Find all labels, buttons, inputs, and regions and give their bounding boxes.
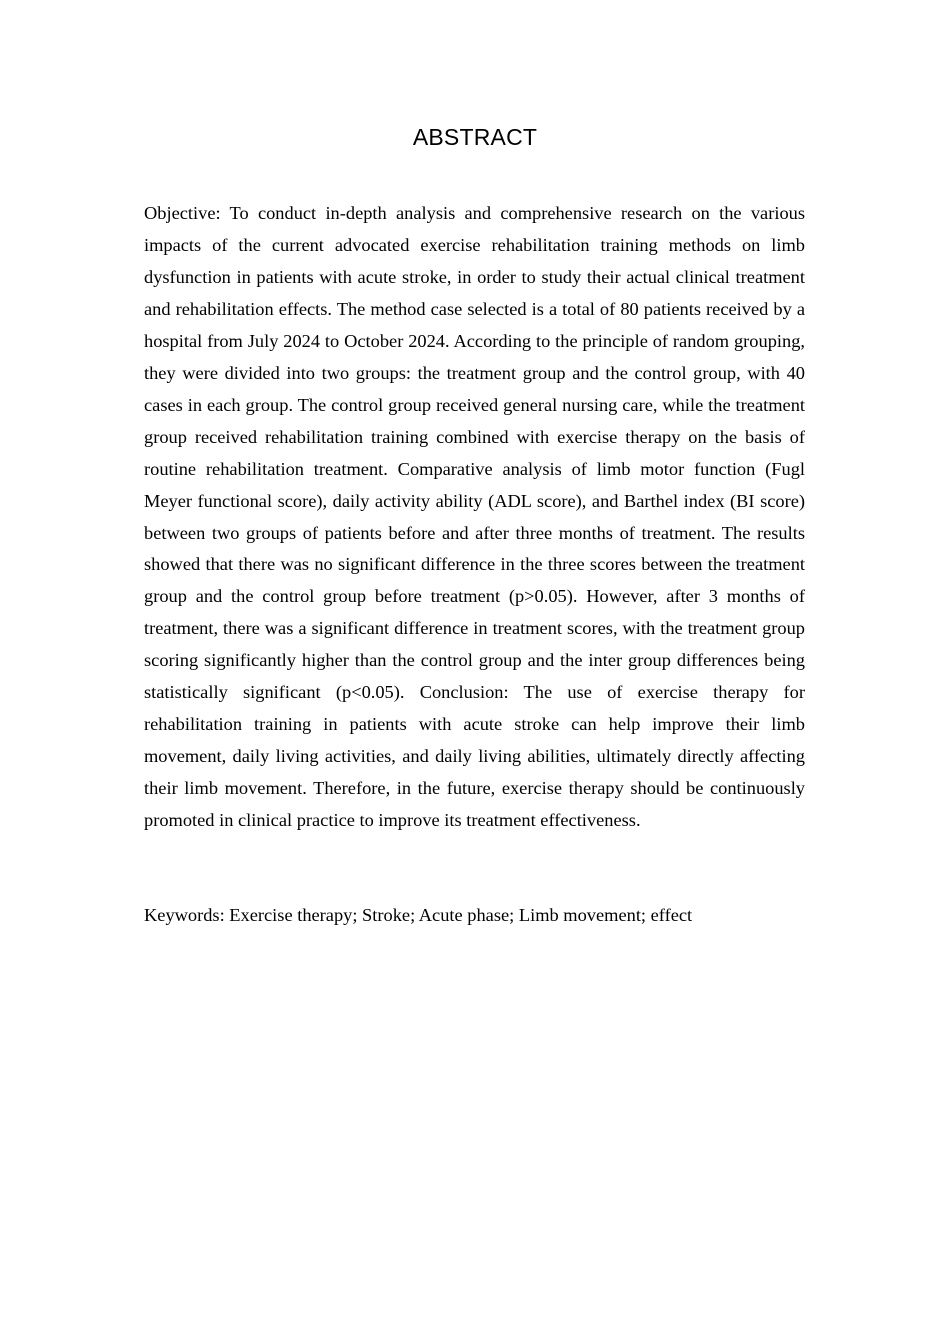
page-title: ABSTRACT	[412, 124, 538, 150]
abstract-paragraph: Objective: To conduct in-depth analysis and comprehensive research on the various impacts of the current advocated exercise rehabilitation training methods on limb dysfunction in patients with acute stroke, in order to study their actual clinical treatment and rehabilitation effects. The method case selected is a total of 80 patients received by a hospital from July 2024 to October 2024. According to the principle of random grouping, they were divided into two groups: the treatment group and the control group, with 40 cases in each group. The control group received general nursing care, while the treatment group received rehabilitation training combined with exercise therapy on the basis of routine rehabilitation treatment. Comparative analysis of limb motor function (Fugl Meyer functional score), daily activity ability (ADL score), and Barthel index (BI score) between two groups of patients before and after three months of treatment. The results showed that there was no significant difference in the three scores between the treatment group and the control group before treatment (p>0.05). However, after 3 months of treatment, there was a significant difference in treatment scores, with the treatment group scoring significantly higher than the control group and the inter group differences being statistically significant (p<0.05). Conclusion: The use of exercise therapy for rehabilitation training in patients with acute stroke can help improve their limb movement, daily living activities, and daily living abilities, ultimately directly affecting their limb movement. Therefore, in the future, exercise therapy should be continuously promoted in clinical practice to improve its treatment effectiveness.	[144, 203, 805, 831]
keywords-line: Keywords: Exercise therapy; Stroke; Acute phase; Limb movement; effect	[144, 905, 693, 925]
